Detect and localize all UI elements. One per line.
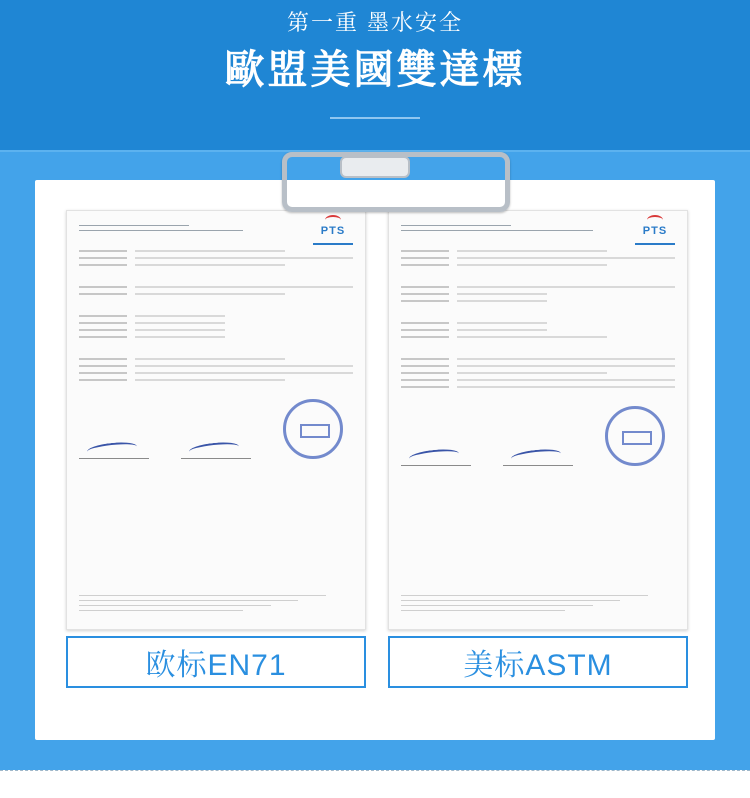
doc-row [79,322,353,324]
doc-row [401,358,675,360]
doc-row [79,379,353,381]
pts-logo-icon: PTS [313,219,353,245]
certificate-en71 [66,210,366,630]
doc-row [79,365,353,367]
signature-icon [401,442,471,466]
doc-row [79,293,353,295]
doc-row [79,257,353,259]
pts-logo-icon: PTS [635,219,675,245]
signature-block [79,399,353,459]
doc-row [401,257,675,259]
signature-icon [181,435,251,459]
section-title: 歐盟美國雙達標 [224,48,526,92]
label-en71: 欧标EN71 [66,636,366,688]
title-divider [330,117,420,119]
doc-row [79,315,353,317]
doc-line [79,230,243,231]
signature-icon [503,442,573,466]
doc-row [401,300,675,302]
doc-row [79,286,353,288]
signature-block [401,406,675,466]
doc-row [401,322,675,324]
doc-row [401,365,675,367]
doc-row [401,372,675,374]
doc-row [79,372,353,374]
doc-row [79,358,353,360]
signature-icon [79,435,149,459]
doc-row [401,293,675,295]
header [0,0,750,150]
certificate-astm [388,210,688,630]
doc-row [79,250,353,252]
doc-line [401,230,593,231]
seal-stamp-icon [283,399,343,459]
doc-row [79,336,353,338]
doc-row [79,264,353,266]
doc-row [401,250,675,252]
doc-row [401,379,675,381]
doc-row [401,386,675,388]
bottom-strip [0,770,750,798]
doc-row [79,329,353,331]
label-astm: 美标ASTM [388,636,688,688]
section-subtitle: 第一重 墨水安全 [286,10,464,35]
doc-footer [79,591,353,615]
seal-stamp-icon [605,406,665,466]
doc-row [401,286,675,288]
doc-row [401,336,675,338]
clipboard-clip-top [340,156,410,178]
doc-line [401,225,511,226]
doc-row [401,264,675,266]
doc-row [401,329,675,331]
doc-line [79,225,189,226]
doc-footer [401,591,675,615]
